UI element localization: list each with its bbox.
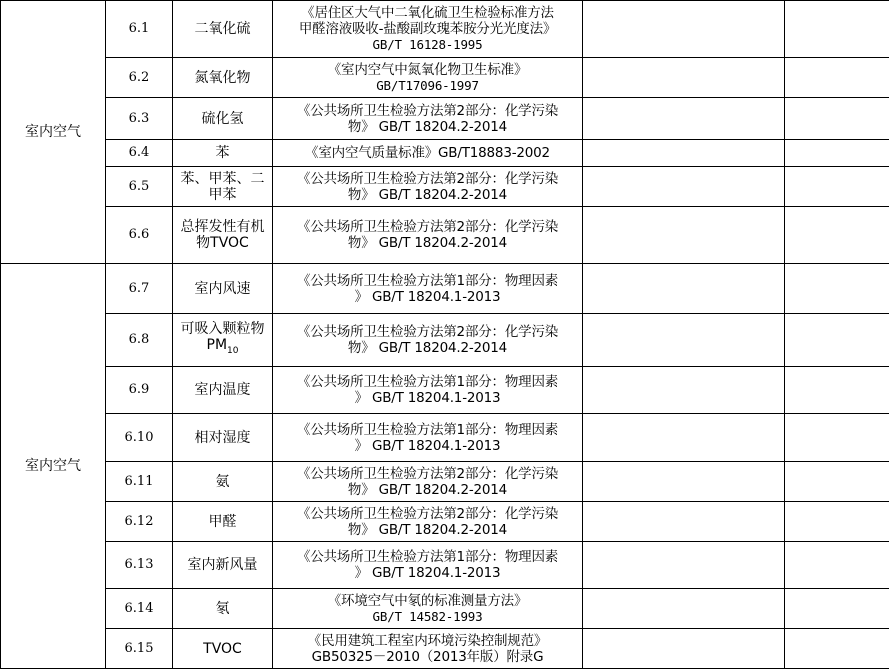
item-name[interactable]: 可吸入颗粒物 $PM_{10}$: [173, 314, 273, 367]
item-number[interactable]: 6.12: [106, 502, 173, 542]
item-number[interactable]: 6.14: [106, 589, 173, 629]
pm-subscript: 10: [227, 346, 238, 356]
blank-cell[interactable]: [785, 502, 889, 542]
blank-cell[interactable]: [785, 98, 889, 140]
item-name[interactable]: 甲醛: [173, 502, 273, 542]
standard-cell[interactable]: 《公共场所卫生检验方法第1部分：物理因素 》 GB/T 18204.1-2013: [273, 542, 583, 589]
table-row: [1, 98, 889, 140]
blank-cell[interactable]: [583, 367, 785, 414]
table-row: [1, 414, 889, 462]
blank-cell[interactable]: [785, 264, 889, 314]
table-row: [1, 1, 889, 58]
blank-cell[interactable]: [785, 140, 889, 167]
item-name[interactable]: 总挥发性有机 物TVOC: [173, 207, 273, 264]
item-name[interactable]: 苯: [173, 140, 273, 167]
item-name[interactable]: 氮氧化物: [173, 58, 273, 98]
blank-cell[interactable]: [785, 367, 889, 414]
blank-cell[interactable]: [583, 589, 785, 629]
blank-cell[interactable]: [583, 1, 785, 58]
table-row: [1, 264, 889, 314]
item-number[interactable]: 6.6: [106, 207, 173, 264]
blank-cell[interactable]: [583, 167, 785, 207]
blank-cell[interactable]: [785, 629, 889, 669]
table-row: [1, 140, 889, 167]
standard-cell[interactable]: 《室内空气中氮氧化物卫生标准》 GB/T17096-1997: [273, 58, 583, 98]
item-number[interactable]: 6.8: [106, 314, 173, 367]
item-name[interactable]: 室内温度: [173, 367, 273, 414]
item-number[interactable]: 6.10: [106, 414, 173, 462]
pm-text: PM: [207, 337, 228, 353]
item-name[interactable]: 苯、甲苯、二 甲苯: [173, 167, 273, 207]
standard-cell[interactable]: 《公共场所卫生检验方法第2部分：化学污染 物》 GB/T 18204.2-2014: [273, 462, 583, 502]
blank-cell[interactable]: [583, 414, 785, 462]
blank-cell[interactable]: [785, 167, 889, 207]
blank-cell[interactable]: [785, 1, 889, 58]
standard-cell[interactable]: 《民用建筑工程室内环境污染控制规范》 GB50325－2010（2013年版）附录G: [273, 629, 583, 669]
standard-cell[interactable]: 《公共场所卫生检验方法第2部分：化学污染 物》 GB/T 18204.2-2014: [273, 98, 583, 140]
blank-cell[interactable]: [583, 502, 785, 542]
item-name[interactable]: 氡: [173, 589, 273, 629]
item-name[interactable]: 室内新风量: [173, 542, 273, 589]
item-name[interactable]: 室内风速: [173, 264, 273, 314]
item-name[interactable]: TVOC: [173, 629, 273, 669]
standard-cell[interactable]: 《公共场所卫生检验方法第1部分：物理因素 》 GB/T 18204.1-2013: [273, 264, 583, 314]
category-cell[interactable]: 室内空气: [1, 264, 106, 669]
table-row: [1, 629, 889, 669]
blank-cell[interactable]: [583, 58, 785, 98]
blank-cell[interactable]: [583, 140, 785, 167]
blank-cell[interactable]: [785, 589, 889, 629]
blank-cell[interactable]: [583, 462, 785, 502]
item-name[interactable]: 二氧化硫: [173, 1, 273, 58]
item-number[interactable]: 6.11: [106, 462, 173, 502]
blank-cell[interactable]: [785, 542, 889, 589]
standard-cell[interactable]: 《公共场所卫生检验方法第1部分：物理因素 》 GB/T 18204.1-2013: [273, 414, 583, 462]
standard-cell[interactable]: 《室内空气质量标准》GB/T18883-2002: [273, 140, 583, 167]
item-number[interactable]: 6.13: [106, 542, 173, 589]
blank-cell[interactable]: [583, 542, 785, 589]
item-number[interactable]: 6.5: [106, 167, 173, 207]
item-name[interactable]: 相对湿度: [173, 414, 273, 462]
item-number[interactable]: 6.15: [106, 629, 173, 669]
table-row: [1, 167, 889, 207]
blank-cell[interactable]: [583, 629, 785, 669]
standard-cell[interactable]: 《居住区大气中二氧化硫卫生检验标准方法 甲醛溶液吸收-盐酸副玫瑰苯胺分光光度法》 GB/T 16128-1995: [273, 1, 583, 58]
blank-cell[interactable]: [583, 314, 785, 367]
blank-cell[interactable]: [785, 414, 889, 462]
item-number[interactable]: 6.4: [106, 140, 173, 167]
table-row: [1, 462, 889, 502]
item-number[interactable]: 6.1: [106, 1, 173, 58]
standard-cell[interactable]: 《公共场所卫生检验方法第2部分：化学污染 物》 GB/T 18204.2-2014: [273, 314, 583, 367]
table-row: [1, 58, 889, 98]
blank-cell[interactable]: [583, 98, 785, 140]
standard-cell[interactable]: 《公共场所卫生检验方法第1部分：物理因素 》 GB/T 18204.1-2013: [273, 367, 583, 414]
item-number[interactable]: 6.2: [106, 58, 173, 98]
item-name[interactable]: 氨: [173, 462, 273, 502]
standard-cell[interactable]: 《公共场所卫生检验方法第2部分：化学污染 物》 GB/T 18204.2-2014: [273, 207, 583, 264]
table-row: [1, 542, 889, 589]
standard-cell[interactable]: 《公共场所卫生检验方法第2部分：化学污染 物》 GB/T 18204.2-2014: [273, 167, 583, 207]
table-row: [1, 207, 889, 264]
standard-cell[interactable]: 《公共场所卫生检验方法第2部分：化学污染 物》 GB/T 18204.2-2014: [273, 502, 583, 542]
item-number[interactable]: 6.7: [106, 264, 173, 314]
item-number[interactable]: 6.3: [106, 98, 173, 140]
category-cell[interactable]: 室内空气: [1, 1, 106, 264]
standard-cell[interactable]: 《环境空气中氡的标准测量方法》 GB/T 14582-1993: [273, 589, 583, 629]
blank-cell[interactable]: [583, 207, 785, 264]
blank-cell[interactable]: [785, 314, 889, 367]
table-row: [1, 502, 889, 542]
table-row: [1, 589, 889, 629]
pm10-label: [175, 337, 270, 359]
table-row: [1, 314, 889, 367]
table-row: [1, 367, 889, 414]
item-name[interactable]: 硫化氢: [173, 98, 273, 140]
blank-cell[interactable]: [583, 264, 785, 314]
blank-cell[interactable]: [785, 462, 889, 502]
blank-cell[interactable]: [785, 58, 889, 98]
blank-cell[interactable]: [785, 207, 889, 264]
item-number[interactable]: 6.9: [106, 367, 173, 414]
